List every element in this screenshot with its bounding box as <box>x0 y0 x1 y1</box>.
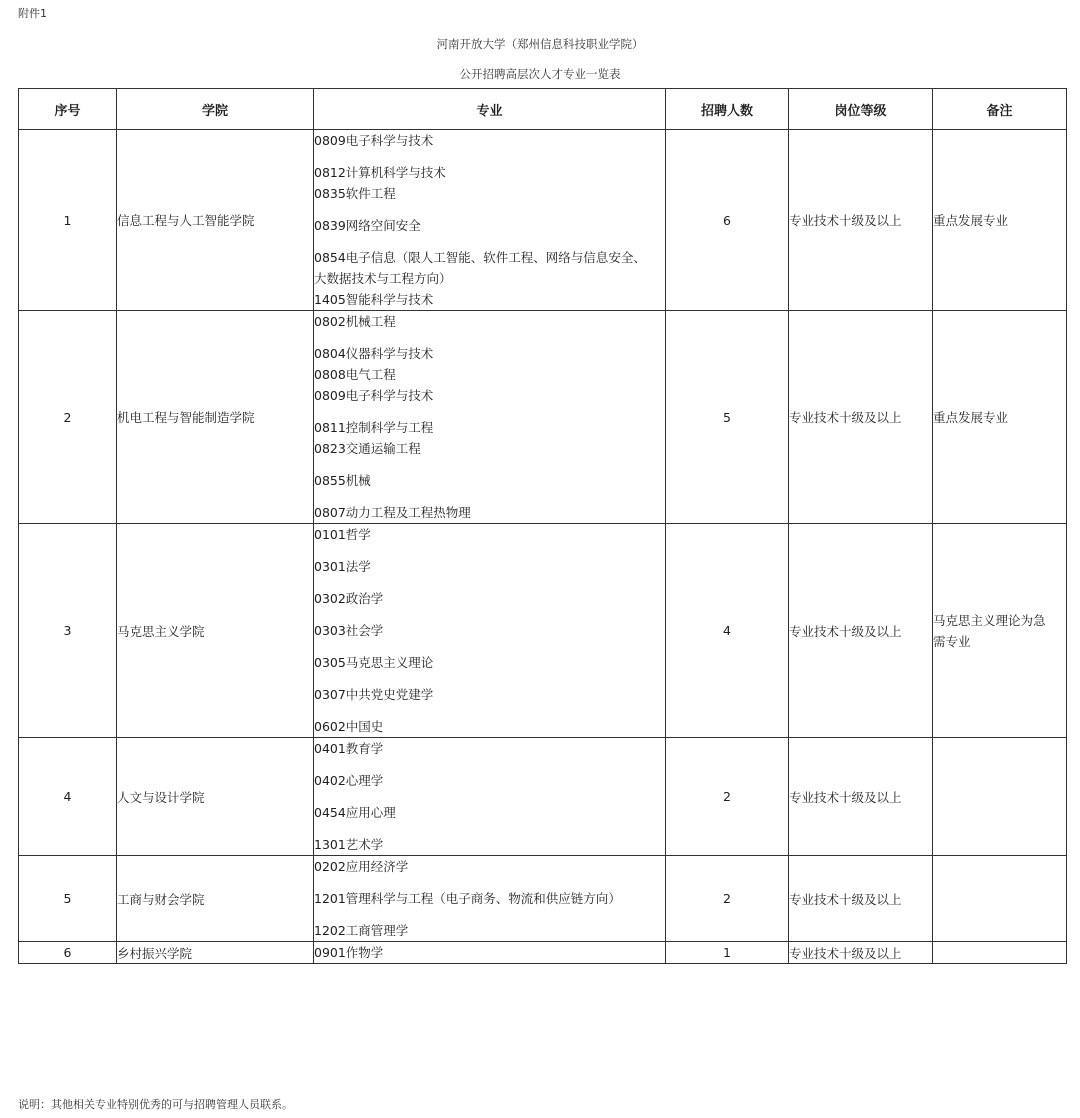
major-group-gap <box>314 577 665 588</box>
major-item: 0307中共党史党建学 <box>314 687 434 702</box>
table-body <box>19 130 1067 964</box>
row-number: 1 <box>19 130 117 311</box>
recruit-count: 4 <box>666 524 789 738</box>
major-item: 0305马克思主义理论 <box>314 655 434 670</box>
row-number: 4 <box>19 738 117 856</box>
recruitment-table <box>18 88 1067 964</box>
major-item: 0401教育学 <box>314 741 384 756</box>
major-item: 1301艺术学 <box>314 837 384 852</box>
header-college: 学院 <box>117 89 314 130</box>
major-item: 0301法学 <box>314 559 371 574</box>
major-item: 1201管理科学与工程（电子商务、物流和供应链方向） <box>314 891 621 906</box>
position-level: 专业技术十级及以上 <box>789 524 933 738</box>
major-item: 0855机械 <box>314 473 371 488</box>
major-item: 0302政治学 <box>314 591 384 606</box>
table-header-row <box>19 89 1067 130</box>
table-row <box>19 856 1067 942</box>
major-group-gap <box>314 705 665 716</box>
recruit-count: 5 <box>666 311 789 524</box>
major-group-gap <box>314 609 665 620</box>
document-title: 河南开放大学（郑州信息科技职业学院） <box>436 37 644 51</box>
position-level: 专业技术十级及以上 <box>789 856 933 942</box>
recruit-count: 1 <box>666 942 789 964</box>
table-row <box>19 738 1067 856</box>
major-group-gap <box>314 641 665 652</box>
major-item: 0804仪器科学与技术 <box>314 346 434 361</box>
college-name: 机电工程与智能制造学院 <box>117 311 314 524</box>
major-group-gap <box>314 236 665 247</box>
major-group-gap <box>314 877 665 888</box>
recruit-count: 6 <box>666 130 789 311</box>
remark-cell: 重点发展专业 <box>933 311 1067 524</box>
position-level: 专业技术十级及以上 <box>789 738 933 856</box>
major-item: 0854电子信息（限人工智能、软件工程、网络与信息安全、 <box>314 250 646 265</box>
major-item: 1405智能科学与技术 <box>314 292 434 307</box>
major-group-gap <box>314 759 665 770</box>
major-item: 0303社会学 <box>314 623 384 638</box>
major-item: 0812计算机科学与技术 <box>314 165 446 180</box>
major-list <box>314 738 666 856</box>
major-item: 0811控制科学与工程 <box>314 420 434 435</box>
major-item: 0809电子科学与技术 <box>314 133 434 148</box>
header-level: 岗位等级 <box>789 89 933 130</box>
major-item: 0839网络空间安全 <box>314 218 421 233</box>
major-item: 0602中国史 <box>314 719 384 734</box>
college-name: 人文与设计学院 <box>117 738 314 856</box>
attachment-label: 附件1 <box>18 7 47 20</box>
major-group-gap <box>314 459 665 470</box>
major-item: 0835软件工程 <box>314 186 396 201</box>
header-major: 专业 <box>314 89 666 130</box>
recruit-count: 2 <box>666 738 789 856</box>
major-group-gap <box>314 204 665 215</box>
major-item: 0823交通运输工程 <box>314 441 421 456</box>
major-list <box>314 130 666 311</box>
position-level: 专业技术十级及以上 <box>789 130 933 311</box>
row-number: 5 <box>19 856 117 942</box>
position-level: 专业技术十级及以上 <box>789 942 933 964</box>
remark-cell <box>933 738 1067 856</box>
major-group-gap <box>314 332 665 343</box>
major-group-gap <box>314 673 665 684</box>
recruit-count: 2 <box>666 856 789 942</box>
document-subtitle: 公开招聘高层次人才专业一览表 <box>459 67 621 81</box>
major-item: 1202工商管理学 <box>314 923 409 938</box>
table-row <box>19 130 1067 311</box>
major-item: 大数据技术与工程方向） <box>314 271 452 286</box>
row-number: 2 <box>19 311 117 524</box>
remark-cell <box>933 524 1067 738</box>
major-item: 0802机械工程 <box>314 314 396 329</box>
major-item: 0901作物学 <box>314 945 384 960</box>
table-row <box>19 311 1067 524</box>
major-group-gap <box>314 791 665 802</box>
college-name: 马克思主义学院 <box>117 524 314 738</box>
table-row <box>19 942 1067 964</box>
major-list <box>314 311 666 524</box>
header-count: 招聘人数 <box>666 89 789 130</box>
major-item: 0809电子科学与技术 <box>314 388 434 403</box>
major-item: 0402心理学 <box>314 773 384 788</box>
major-item: 0202应用经济学 <box>314 859 409 874</box>
remark-cell <box>933 942 1067 964</box>
remark-cell <box>933 856 1067 942</box>
major-item: 0454应用心理 <box>314 805 396 820</box>
remark-cell: 重点发展专业 <box>933 130 1067 311</box>
major-group-gap <box>314 823 665 834</box>
footnote: 说明：其他相关专业特别优秀的可与招聘管理人员联系。 <box>18 1098 293 1111</box>
major-item: 0808电气工程 <box>314 367 396 382</box>
college-name: 乡村振兴学院 <box>117 942 314 964</box>
position-level: 专业技术十级及以上 <box>789 311 933 524</box>
college-name: 工商与财会学院 <box>117 856 314 942</box>
major-list <box>314 524 666 738</box>
row-number: 6 <box>19 942 117 964</box>
row-number: 3 <box>19 524 117 738</box>
major-item: 0807动力工程及工程热物理 <box>314 505 471 520</box>
major-group-gap <box>314 545 665 556</box>
table-row <box>19 524 1067 738</box>
major-group-gap <box>314 151 665 162</box>
major-group-gap <box>314 491 665 502</box>
major-list <box>314 942 666 964</box>
college-name: 信息工程与人工智能学院 <box>117 130 314 311</box>
major-group-gap <box>314 909 665 920</box>
header-no: 序号 <box>19 89 117 130</box>
header-remark: 备注 <box>933 89 1067 130</box>
major-item: 0101哲学 <box>314 527 371 542</box>
remark-line: 马克思主义理论为急 <box>933 612 1046 628</box>
major-group-gap <box>314 406 665 417</box>
remark-line: 需专业 <box>933 633 971 649</box>
major-list <box>314 856 666 942</box>
